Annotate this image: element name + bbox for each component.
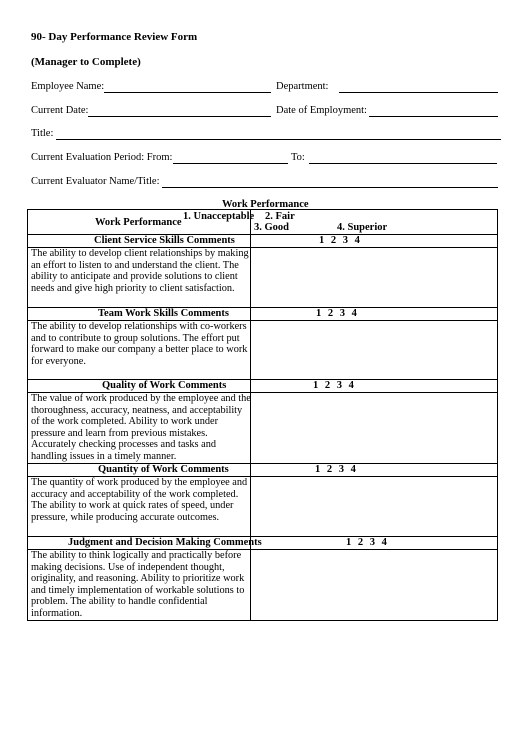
section-heading-quality-of-work: Quality of Work Comments — [102, 380, 227, 391]
comment-area-quality-of-work[interactable] — [251, 393, 497, 462]
rating-scale-client-service[interactable]: 1 2 3 4 — [319, 235, 361, 246]
evaluator-label: Current Evaluator Name/Title: — [31, 176, 160, 187]
header-work-performance: Work Performance — [95, 217, 182, 228]
rating-unacceptable: 1. Unacceptable — [183, 211, 255, 222]
comment-area-client-service[interactable] — [251, 248, 497, 306]
rating-scale-quantity-of-work[interactable]: 1 2 3 4 — [315, 464, 357, 475]
section-description-quality-of-work: The value of work produced by the employee and the thoroughness, accuracy, neatness, and acceptability of the work completed. Ability to work under pressure and learn from previous mistakes. Accurately checking processes and tasks and handling issues in a timely manner. — [31, 393, 251, 462]
section-heading-client-service: Client Service Skills Comments — [94, 235, 235, 246]
rating-fair: 2. Fair — [265, 211, 295, 222]
rating-scale-team-work[interactable]: 1 2 3 4 — [316, 308, 358, 319]
department-field[interactable] — [339, 92, 498, 93]
date-of-employment-label: Date of Employment: — [276, 105, 367, 116]
section-heading-judgment: Judgment and Decision Making Comments — [68, 537, 262, 548]
comment-area-team-work[interactable] — [251, 321, 497, 378]
title-label: Title: — [31, 128, 54, 139]
section-description-client-service: The ability to develop client relationships by making an effort to listen to and understand the client. The ability to anticipate and provide solutions to client needs and give high priority to client satisfaction. — [31, 248, 249, 294]
rating-scale-quality-of-work[interactable]: 1 2 3 4 — [313, 380, 355, 391]
section-description-quantity-of-work: The quantity of work produced by the employee and accuracy and acceptability of the work completed. The ability to work at quick rates of speed, under pressure, while producing accurate outcomes. — [31, 477, 248, 523]
section-heading-team-work: Team Work Skills Comments — [98, 308, 229, 319]
date-of-employment-field[interactable] — [369, 116, 498, 117]
rating-superior: 4. Superior — [337, 222, 388, 233]
title-field[interactable] — [56, 139, 501, 140]
evaluator-field[interactable] — [162, 187, 498, 188]
rating-scale-judgment[interactable]: 1 2 3 4 — [346, 537, 388, 548]
eval-period-from-field[interactable] — [173, 163, 288, 164]
employee-name-field[interactable] — [104, 92, 271, 93]
current-date-field[interactable] — [88, 116, 271, 117]
department-label: Department: — [276, 81, 329, 92]
form-subtitle: (Manager to Complete) — [31, 56, 141, 68]
section-heading-quantity-of-work: Quantity of Work Comments — [98, 464, 229, 475]
employee-name-label: Employee Name: — [31, 81, 105, 92]
section-description-judgment: The ability to think logically and practically before making decisions. Use of independent thought, originality, and reasoning. Ability to prioritize work and timely implementation of workable solutions to problem. The ability to handle confidential information. — [31, 550, 245, 619]
rating-good: 3. Good — [254, 222, 290, 233]
eval-period-from-label: Current Evaluation Period: From: — [31, 152, 173, 163]
comment-area-judgment[interactable] — [251, 550, 497, 620]
eval-period-to-label: To: — [291, 152, 305, 163]
form-title: 90- Day Performance Review Form — [31, 31, 198, 43]
comment-area-quantity-of-work[interactable] — [251, 477, 497, 535]
current-date-label: Current Date: — [31, 105, 89, 116]
row-divider — [27, 379, 498, 380]
section-description-team-work: The ability to develop relationships with co-workers and to contribute to group solutions. The effort put forward to make our company a better place to work for everyone. — [31, 321, 248, 367]
eval-period-to-field[interactable] — [309, 163, 497, 164]
table-caption: Work Performance — [222, 199, 309, 210]
